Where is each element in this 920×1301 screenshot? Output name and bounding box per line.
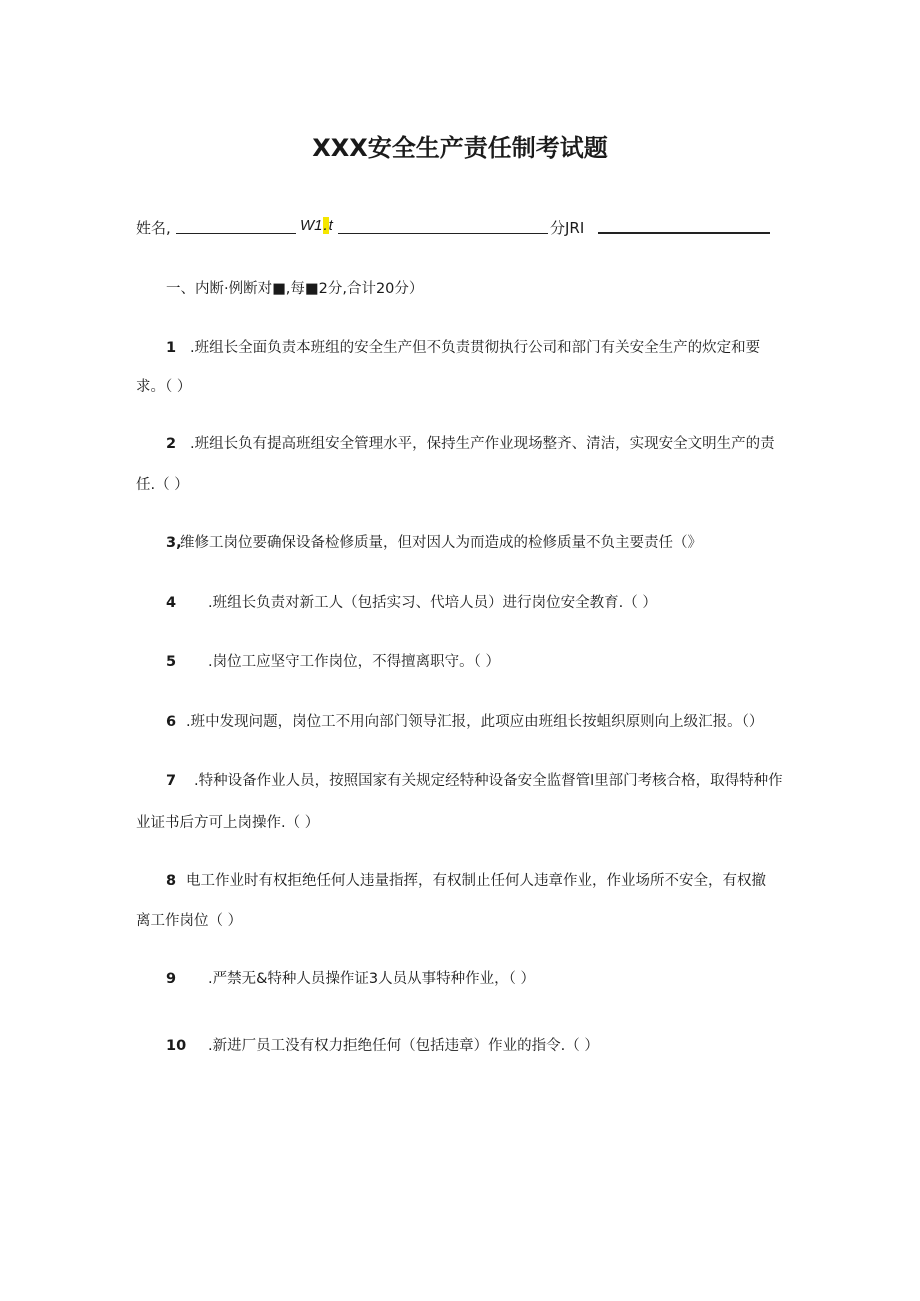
question-text: .班组长全面负责本班组的安全生产但不负责贯彻执行公司和部门有关安全生产的炊定和要 <box>190 340 761 356</box>
info-row <box>136 217 776 239</box>
mid-label-highlight: . <box>323 217 328 234</box>
question-2-continuation: 任.（ ） <box>136 477 189 493</box>
mid-label-suffix: t <box>328 217 333 234</box>
name-blank-line[interactable] <box>176 233 296 234</box>
question-number: 9 <box>166 971 177 987</box>
question-number: 3, <box>166 535 182 551</box>
question-text: .岗位工应坚守工作岗位，不得擅离职守。（ ） <box>208 654 500 670</box>
score-blank-line[interactable] <box>598 232 770 234</box>
question-7-continuation: 业证书后方可上岗操作.（ ） <box>136 815 320 831</box>
question-number: 6 <box>166 714 177 730</box>
question-number: 2 <box>166 436 177 452</box>
score-label: 分JRI <box>550 219 585 237</box>
section-title: 一、内断·例断对■,每■2分,合计20分） <box>166 281 424 297</box>
name-label: 姓名, <box>136 219 171 237</box>
mid-blank-line[interactable] <box>338 233 548 234</box>
question-text: .班中发现问题，岗位工不用向部门领导汇报，此项应由班组长按蛆织原则向上级汇报。（） <box>186 714 764 730</box>
mid-label-prefix: W1 <box>300 217 323 234</box>
question-number: 5 <box>166 654 177 670</box>
question-8-continuation: 离工作岗位（ ） <box>136 913 243 929</box>
question-text: .特种设备作业人员，按照国家有关规定经特种设备安全监督管l里部门考核合格，取得特种作 <box>194 773 783 789</box>
question-text: .严禁无&特种人员操作证3人员从事特种作业，（ ） <box>208 971 535 987</box>
question-number: 4 <box>166 595 177 611</box>
question-number: 8 <box>166 873 177 889</box>
question-text: .新进厂员工没有权力拒绝任何（包括违章）作业的指令.（ ） <box>208 1038 599 1054</box>
question-text: .班组长负有提高班组安全管理水平，保持生产作业现场整齐、清洁，实现安全文明生产的责 <box>190 436 775 452</box>
question-number: 7 <box>166 773 177 789</box>
page-title: XXX安全生产责任制考试题 <box>312 134 608 162</box>
mid-label <box>300 217 333 234</box>
question-number: 10 <box>166 1038 187 1054</box>
question-text: 电工作业时有权拒绝任何人违量指挥，有权制止任何人违章作业，作业场所不安全，有权撤 <box>186 873 766 889</box>
question-1-continuation: 求。（ ） <box>136 379 192 395</box>
question-text: 维修工岗位要确保设备检修质量，但对因人为而造成的检修质量不负主要责任（》 <box>180 535 702 551</box>
question-number: 1 <box>166 340 177 356</box>
question-text: .班组长负责对新工人（包括实习、代培人员）进行岗位安全教育.（ ） <box>208 595 657 611</box>
